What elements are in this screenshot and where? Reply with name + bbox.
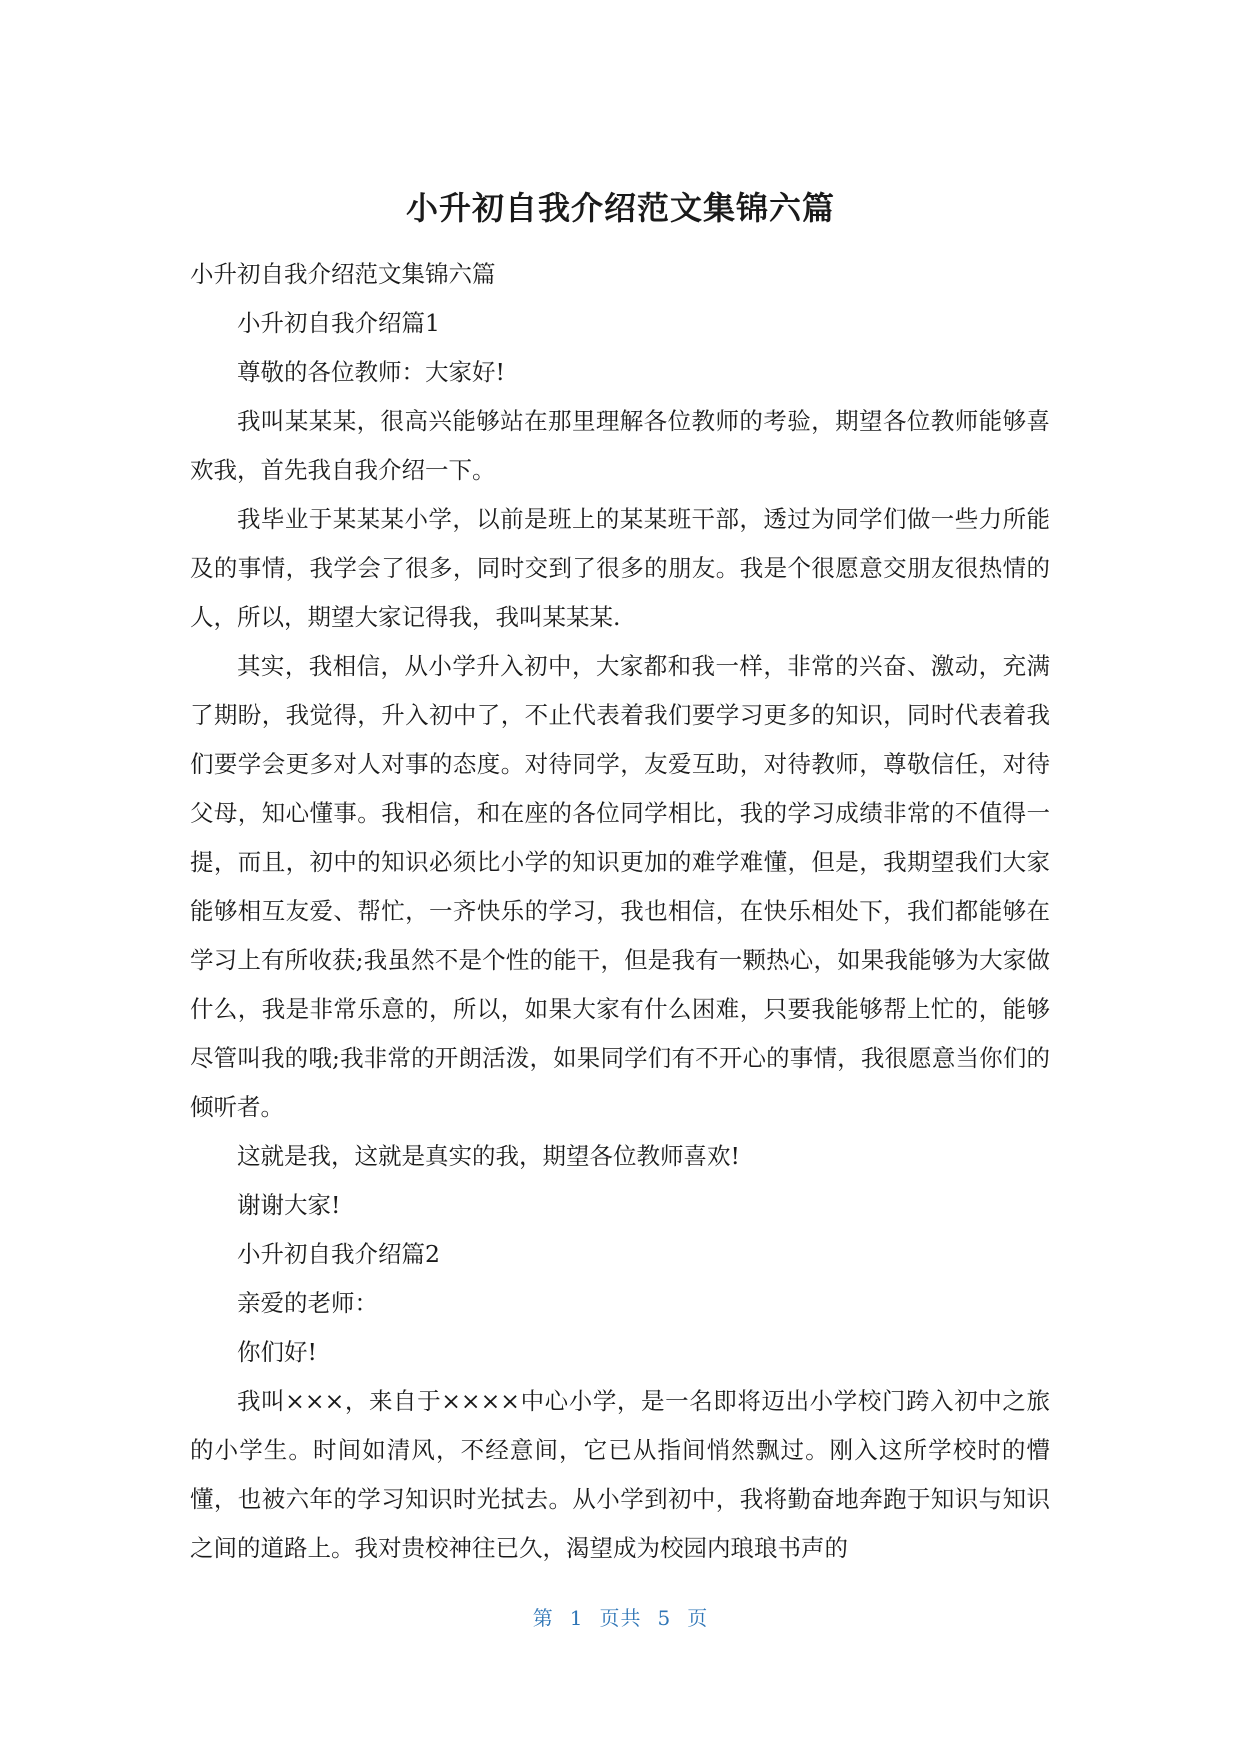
body-paragraph: 这就是我，这就是真实的我，期望各位教师喜欢! [237,1142,740,1170]
body-paragraph: 我叫某某某，很高兴能够站在那里理解各位教师的考验，期望各位教师能够喜欢我，首先我自我介绍一下。 [190,407,1050,484]
greeting-paragraph: 亲爱的老师： [237,1289,378,1317]
body-paragraph: 我毕业于某某某小学，以前是班上的某某班干部，透过为同学们做一些力所能及的事情，我学会了很多，同时交到了很多的朋友。我是个很愿意交朋友很热情的人，所以，期望大家记得我，我叫某某某. [190,505,1050,631]
footer-label-end: 页 [687,1606,709,1630]
footer-label-page: 第 [532,1606,554,1630]
greeting-paragraph: 你们好! [237,1338,317,1366]
subtitle-paragraph: 小升初自我介绍范文集锦六篇 [190,260,496,288]
footer-current-page: 1 [569,1606,584,1630]
section-heading-1: 小升初自我介绍篇1 [237,309,440,337]
document-body [190,250,1050,1573]
body-paragraph: 谢谢大家! [237,1191,341,1219]
document-title: 小升初自我介绍范文集锦六篇 [405,189,835,227]
section-heading-2: 小升初自我介绍篇2 [237,1240,440,1268]
page-footer [0,1604,1241,1632]
greeting-paragraph: 尊敬的各位教师：大家好! [237,358,505,386]
footer-total-pages: 5 [657,1606,672,1630]
body-paragraph: 我叫×××，来自于××××中心小学，是一名即将迈出小学校门跨入初中之旅的小学生。时间如清风，不经意间，它已从指间悄然飘过。刚入这所学校时的懵懂，也被六年的学习知识时光拭去。从小学到初中，我将勤奋地奔跑于知识与知识之间的道路上。我对贵校神往已久，渴望成为校园内琅琅书声的 [190,1387,1050,1562]
footer-label-of: 页共 [599,1606,642,1630]
body-paragraph: 其实，我相信，从小学升入初中，大家都和我一样，非常的兴奋、激动，充满了期盼，我觉得，升入初中了，不止代表着我们要学习更多的知识，同时代表着我们要学会更多对人对事的态度。对待同学，友爱互助，对待教师，尊敬信任，对待父母，知心懂事。我相信，和在座的各位同学相比，我的学习成绩非常的不值得一提，而且，初中的知识必须比小学的知识更加的难学难懂，但是，我期望我们大家能够相互友爱、帮忙，一齐快乐的学习，我也相信，在快乐相处下，我们都能够在学习上有所收获;我虽然不是个性的能干，但是我有一颗热心，如果我能够为大家做什么，我是非常乐意的，所以，如果大家有什么困难，只要我能够帮上忙的，能够尽管叫我的哦;我非常的开朗活泼，如果同学们有不开心的事情，我很愿意当你们的倾听者。 [190,652,1050,1121]
